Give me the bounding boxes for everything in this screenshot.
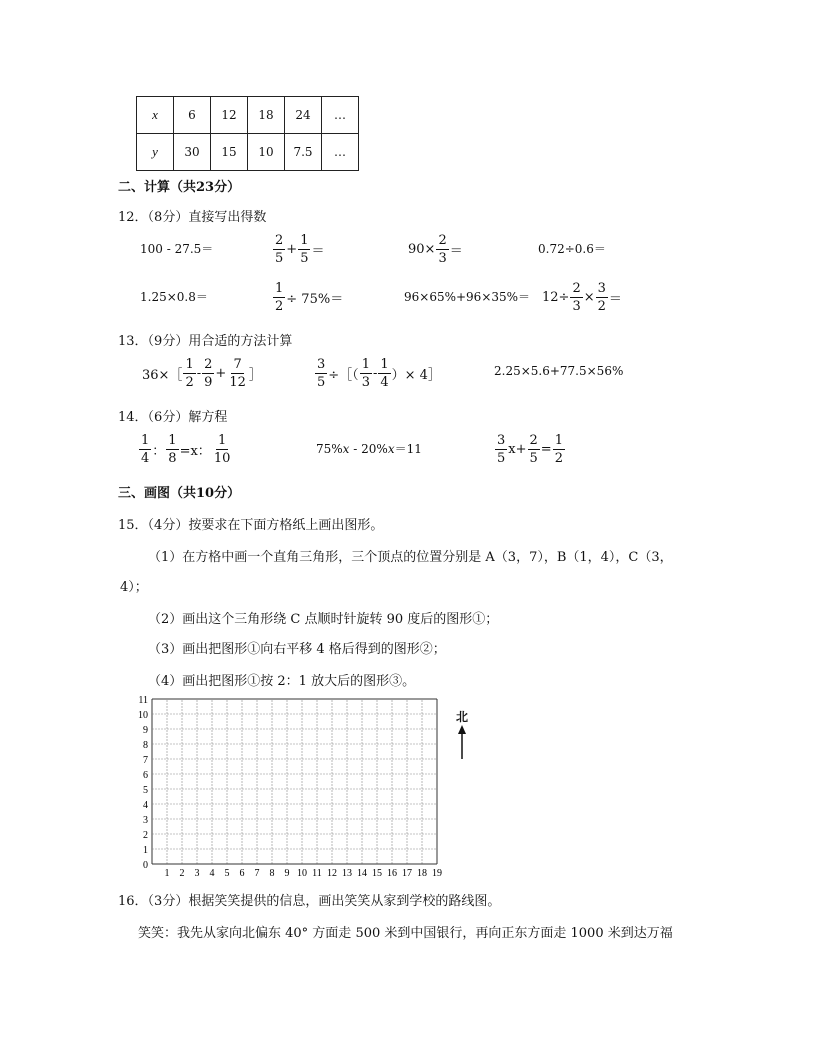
fraction: $\frac{2}{3}$ (572, 281, 581, 314)
coordinate-grid (130, 696, 450, 880)
fraction: $\frac{3}{5}$ (497, 433, 506, 466)
north-arrow-icon (457, 725, 467, 759)
x-tick-label: 5 (224, 868, 230, 879)
fraction: $\frac{1}{3}$ (361, 357, 370, 390)
y-cell: 15 (211, 134, 248, 171)
fraction: $\frac{1}{4}$ (141, 433, 150, 466)
x-cell: 6 (174, 97, 211, 134)
x-tick-label: 4 (209, 868, 215, 879)
fraction: $\frac{2}{5}$ (529, 433, 538, 466)
y-tick-label: 1 (143, 845, 148, 856)
q12-expr-3: 90× $\frac{2}{3}$ ＝ (408, 233, 463, 266)
grid-lines (152, 699, 437, 864)
q12-expr-7: 96×65%+96×35%＝ (404, 290, 531, 304)
x-tick-label: 6 (239, 868, 245, 879)
y-label: y (137, 134, 174, 171)
x-tick-label: 10 (297, 868, 307, 879)
x-tick-label: 18 (417, 868, 427, 879)
fraction: $\frac{7}{12}$ (229, 357, 246, 390)
y-tick-label: 3 (143, 815, 148, 826)
fraction: $\frac{2}{5}$ (275, 233, 284, 266)
q13-expr-1: 36×［ $\frac{1}{2}$ - $\frac{2}{9}$ + $\frac{7}{12}$ ］ (142, 357, 262, 390)
x-tick-label: 7 (254, 868, 260, 879)
q14-expr-2: 75%x - 20%x＝11 (316, 442, 422, 456)
x-tick-label: 16 (387, 868, 397, 879)
q15-line-2: （2）画出这个三角形绕 C 点顺时针旋转 90 度后的图形①； (148, 612, 499, 627)
y-tick-label: 9 (143, 725, 148, 736)
q12-header: 12．（8分）直接写出得数 (118, 210, 267, 225)
q12-expr-5: 1.25×0.8＝ (140, 290, 208, 304)
y-tick-label: 8 (143, 740, 148, 751)
q12-expr-6: $\frac{1}{2}$ ÷ 75%＝ (275, 281, 344, 314)
section-3-title: 三、画图（共10分） (118, 486, 241, 501)
x-tick-label: 8 (269, 868, 275, 879)
section-2-title: 二、计算（共23分） (118, 180, 241, 195)
fraction: $\frac{1}{5}$ (300, 233, 309, 266)
y-tick-label: 2 (143, 830, 148, 841)
x-tick-label: 17 (402, 868, 412, 879)
y-cell: 30 (174, 134, 211, 171)
y-cell: 10 (248, 134, 285, 171)
x-tick-label: 14 (357, 868, 367, 879)
q12-expr-8: 12÷ $\frac{2}{3}$ × $\frac{3}{2}$ ＝ (542, 281, 622, 314)
x-tick-label: 3 (194, 868, 200, 879)
grid-labels (138, 696, 442, 879)
xy-table (136, 96, 359, 171)
y-cell: … (322, 134, 359, 171)
q12-expr-2: $\frac{2}{5}$ + $\frac{1}{5}$ ＝ (275, 233, 325, 266)
fraction: $\frac{1}{10}$ (213, 433, 231, 466)
x-tick-label: 15 (372, 868, 382, 879)
y-tick-label: 7 (143, 755, 148, 766)
q15-line-3: （3）画出把图形①向右平移 4 格后得到的图形②； (148, 642, 446, 657)
x-cell: 18 (248, 97, 285, 134)
q15-line-4: （4）画出把图形①按 2：1 放大后的图形③。 (148, 674, 416, 689)
north-indicator (452, 708, 472, 763)
x-label: x (137, 97, 174, 134)
fraction: $\frac{1}{2}$ (275, 281, 284, 314)
q14-header: 14．（6分）解方程 (118, 410, 228, 425)
q12-expr-1: 100 - 27.5＝ (140, 242, 214, 256)
y-tick-label: 10 (138, 710, 148, 721)
y-cell: 7.5 (285, 134, 322, 171)
table-row-y (137, 134, 359, 171)
q12-expr-4: 0.72÷0.6＝ (538, 242, 606, 256)
q13-header: 13．（9分）用合适的方法计算 (118, 334, 293, 349)
table-row-x (137, 97, 359, 134)
q15-line-1: （1）在方格中画一个直角三角形，三个顶点的位置分别是 A（3，7），B（1，4），C（3， (148, 550, 673, 565)
x-tick-label: 1 (164, 868, 170, 879)
fraction: $\frac{1}{4}$ (380, 357, 389, 390)
y-tick-label: 4 (143, 800, 148, 811)
y-tick-label: 5 (143, 785, 148, 796)
q14-expr-3: $\frac{3}{5}$ x+ $\frac{2}{5}$ = $\frac{1}{2}$ (497, 433, 563, 466)
q16-header: 16．（3分）根据笑笑提供的信息，画出笑笑从家到学校的路线图。 (118, 894, 501, 909)
x-tick-label: 9 (284, 868, 290, 879)
q16-text: 笑笑：我先从家向北偏东 40° 方面走 500 米到中国银行，再向正东方面走 1000 米到达万福 (138, 926, 673, 941)
fraction: $\frac{1}{2}$ (185, 357, 194, 390)
y-tick-label: 6 (143, 770, 148, 781)
fraction: $\frac{3}{2}$ (597, 281, 606, 314)
north-label: 北 (455, 710, 468, 724)
q15-line-1b: 4）； (120, 580, 148, 595)
q15-header: 15．（4分）按要求在下面方格纸上画出图形。 (118, 518, 384, 533)
x-cell: … (322, 97, 359, 134)
x-tick-label: 11 (312, 868, 322, 879)
fraction: $\frac{2}{3}$ (438, 233, 447, 266)
x-cell: 24 (285, 97, 322, 134)
fraction: $\frac{1}{8}$ (168, 433, 177, 466)
q13-expr-2: $\frac{3}{5}$ ÷［（ $\frac{1}{3}$ - $\frac{1}{4}$ ）× 4］ (317, 357, 441, 390)
x-tick-label: 13 (342, 868, 352, 879)
fraction: $\frac{3}{5}$ (317, 357, 326, 390)
x-tick-label: 19 (432, 868, 442, 879)
q14-expr-1: $\frac{1}{4}$ ： $\frac{1}{8}$ =x： $\frac{1}{10}$ (141, 433, 231, 466)
q13-expr-3: 2.25×5.6+77.5×56% (494, 364, 624, 378)
x-tick-label: 12 (327, 868, 337, 879)
x-cell: 12 (211, 97, 248, 134)
fraction: $\frac{1}{2}$ (554, 433, 563, 466)
y-tick-label: 0 (143, 860, 148, 871)
x-tick-label: 2 (179, 868, 185, 879)
y-tick-label: 11 (138, 696, 148, 706)
fraction: $\frac{2}{9}$ (204, 357, 213, 390)
